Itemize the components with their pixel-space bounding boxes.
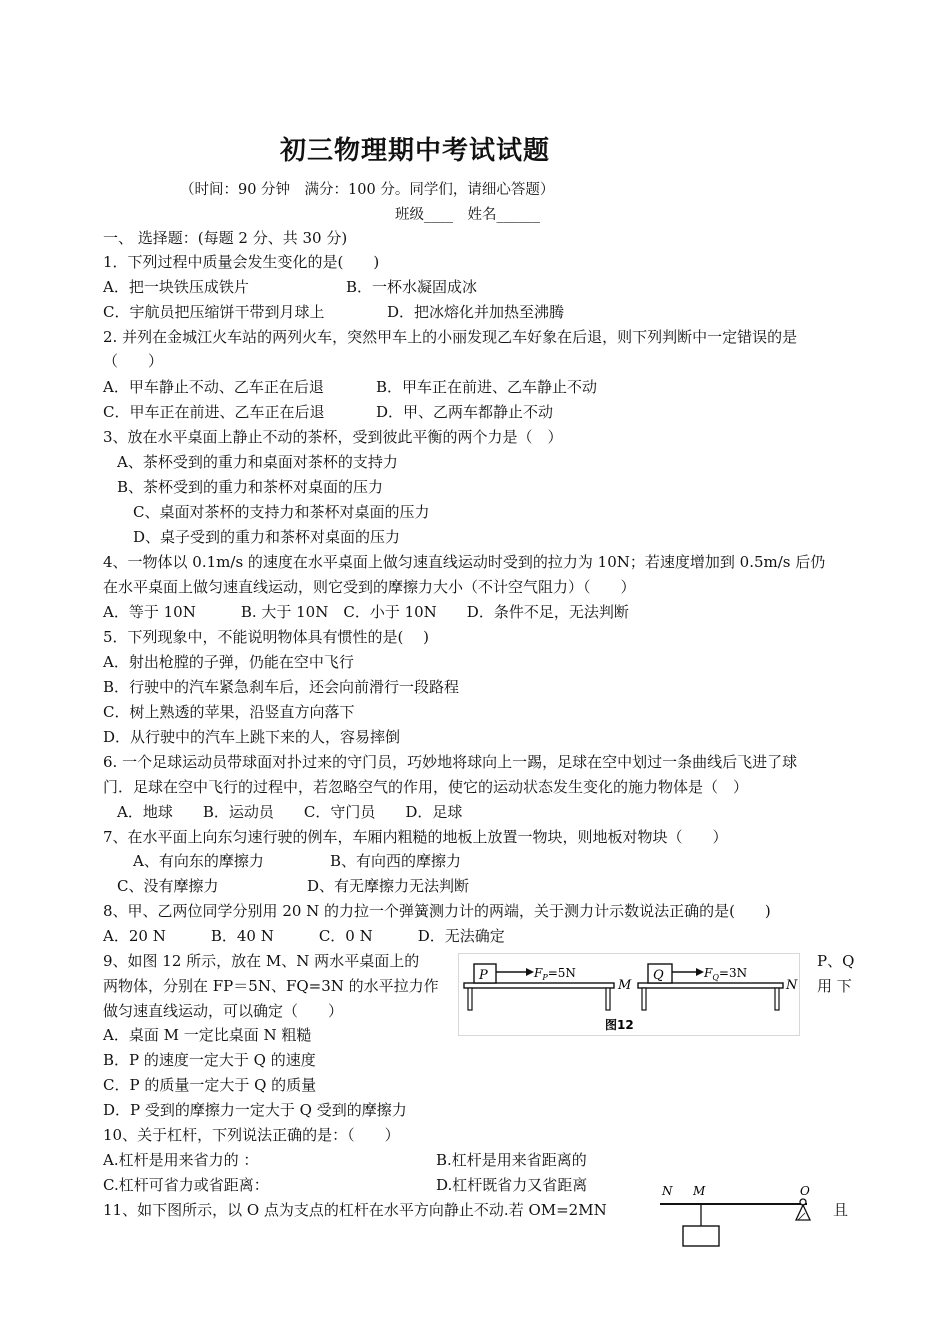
q4-options: A．等于 10N B. 大于 10N C．小于 10N D．条件不足，无法判断 [103, 603, 629, 621]
q1-option-b: B．一杯水凝固成冰 [346, 278, 478, 296]
q1-option-d: D．把冰熔化并加热至沸腾 [387, 303, 565, 321]
q3-option-c: C、桌面对茶杯的支持力和茶杯对桌面的压力 [133, 503, 430, 521]
question-3: 3、放在水平桌面上静止不动的茶杯，受到彼此平衡的两个力是（ ） [103, 428, 563, 446]
q1-option-a: A．把一块铁压成铁片 [103, 278, 249, 296]
block-p-label: P [479, 968, 488, 983]
q9-option-a: A．桌面 M 一定比桌面 N 粗糙 [103, 1026, 312, 1044]
q2-option-b: B．甲车正在前进、乙车静止不动 [376, 378, 598, 396]
question-11-right: 且 [833, 1201, 849, 1219]
block-q-label: Q [653, 968, 664, 983]
q9-option-c: C．P 的质量一定大于 Q 的质量 [103, 1076, 317, 1094]
force-fq-label: $F_Q=3N$ [704, 966, 748, 982]
question-6-cont: 门．足球在空中飞行的过程中，若忽略空气的作用，使它的运动状态发生变化的施力物体是（ ） [103, 778, 749, 796]
question-1: 1．下列过程中质量会发生变化的是( ) [103, 253, 380, 271]
figure-12 [458, 953, 800, 1036]
fulcrum-icon [796, 1205, 810, 1220]
q10-option-d: D.杠杆既省力又省距离 [436, 1176, 588, 1194]
q7-option-a: A、有向东的摩擦力 [133, 852, 264, 870]
q8-options: A．20 N B．40 N C．0 N D．无法确定 [103, 927, 505, 945]
q6-options: A．地球 B．运动员 C．守门员 D．足球 [117, 803, 463, 821]
table-n [638, 983, 783, 988]
q3-option-d: D、桌子受到的重力和茶杯对桌面的压力 [133, 528, 401, 546]
table-m-label: M [618, 978, 632, 993]
question-10: 10、关于杠杆，下列说法正确的是：（ ） [103, 1126, 400, 1144]
q5-option-c: C．树上熟透的苹果，沿竖直方向落下 [103, 703, 355, 721]
q5-option-a: A．射出枪膛的子弹，仍能在空中飞行 [103, 653, 354, 671]
question-6: 6. 一个足球运动员带球面对扑过来的守门员，巧妙地将球向上一踢，足球在空中划过一条曲线后飞进了球 [103, 753, 798, 771]
class-name-line: 班级____ 姓名______ [395, 207, 540, 223]
figure-12-caption: 图12 [605, 1018, 634, 1032]
q7-option-d: D、有无摩擦力无法判断 [307, 877, 470, 895]
lever-o-label: O [800, 1184, 810, 1198]
q5-option-d: D．从行驶中的汽车上跳下来的人，容易摔倒 [103, 728, 401, 746]
q9-option-b: B．P 的速度一定大于 Q 的速度 [103, 1051, 316, 1069]
q2-option-c: C．甲车正在前进、乙车正在后退 [103, 403, 325, 421]
question-8: 8、甲、乙两位同学分别用 20 N 的力拉一个弹簧测力计的两端，关于测力计示数说法正确的是( ) [103, 902, 771, 920]
question-9: 9、如图 12 所示，放在 M、N 两水平桌面上的 [103, 952, 420, 970]
table-n-label: N [786, 978, 798, 993]
lever-figure [655, 1182, 820, 1248]
question-4-cont: 在水平桌面上做匀速直线运动，则它受到的摩擦力大小（不计空气阻力）（ ） [103, 578, 636, 596]
hanging-weight [683, 1226, 719, 1246]
q10-option-a: A.杠杆是用来省力的 ： [103, 1151, 259, 1169]
question-11: 11、如下图所示，以 O 点为支点的杠杆在水平方向静止不动.若 OM=2MN [103, 1201, 607, 1219]
page-title: 初三物理期中考试试题 [279, 136, 550, 166]
q2-option-d: D．甲、乙两车都静止不动 [376, 403, 554, 421]
q7-option-c: C、没有摩擦力 [117, 877, 219, 895]
q1-option-c: C．宇航员把压缩饼干带到月球上 [103, 303, 325, 321]
question-7: 7、在水平面上向东匀速行驶的例车，车厢内粗糙的地板上放置一物块，则地板对物块（ ） [103, 828, 728, 846]
section-heading: 一、 选择题：(每题 2 分、共 30 分) [103, 229, 348, 247]
force-fp-label: $F_P=5N$ [534, 966, 576, 982]
q3-option-a: A、茶杯受到的重力和桌面对茶杯的支持力 [117, 453, 398, 471]
question-2-paren: （ ） [103, 352, 164, 370]
question-9-right-2: 用 下 [817, 977, 852, 995]
q2-option-a: A．甲车静止不动、乙车正在后退 [103, 378, 324, 396]
q9-option-d: D．P 受到的摩擦力一定大于 Q 受到的摩擦力 [103, 1101, 407, 1119]
question-9-right-1: P、Q [817, 952, 855, 970]
q10-option-b: B.杠杆是用来省距离的 [436, 1151, 587, 1169]
q7-option-b: B、有向西的摩擦力 [330, 852, 462, 870]
lever-n-label: N [662, 1184, 673, 1198]
q10-option-c: C.杠杆可省力或省距离： [103, 1176, 269, 1194]
question-5: 5．下列现象中，不能说明物体具有惯性的是( ) [103, 628, 430, 646]
q3-option-b: B、茶杯受到的重力和茶杯对桌面的压力 [117, 478, 384, 496]
question-9-cont-2: 做匀速直线运动，可以确定（ ） [103, 1002, 344, 1020]
lever-m-label: M [693, 1184, 706, 1198]
question-4: 4、一物体以 0.1m/s 的速度在水平桌面上做匀速直线运动时受到的拉力为 10N；若速度增加到 0.5m/s 后仍 [103, 553, 826, 571]
table-m [464, 983, 614, 988]
q5-option-b: B．行驶中的汽车紧急刹车后，还会向前滑行一段路程 [103, 678, 460, 696]
question-2: 2. 并列在金城江火车站的两列火车，突然甲车上的小丽发现乙车好象在后退，则下列判断中一定错误的是 [103, 328, 798, 346]
exam-info: （时间：90 分钟 满分：100 分。同学们，请细心答题） [180, 182, 555, 198]
question-9-cont: 两物体，分别在 FP＝5N、FQ=3N 的水平拉力作 [103, 977, 439, 995]
